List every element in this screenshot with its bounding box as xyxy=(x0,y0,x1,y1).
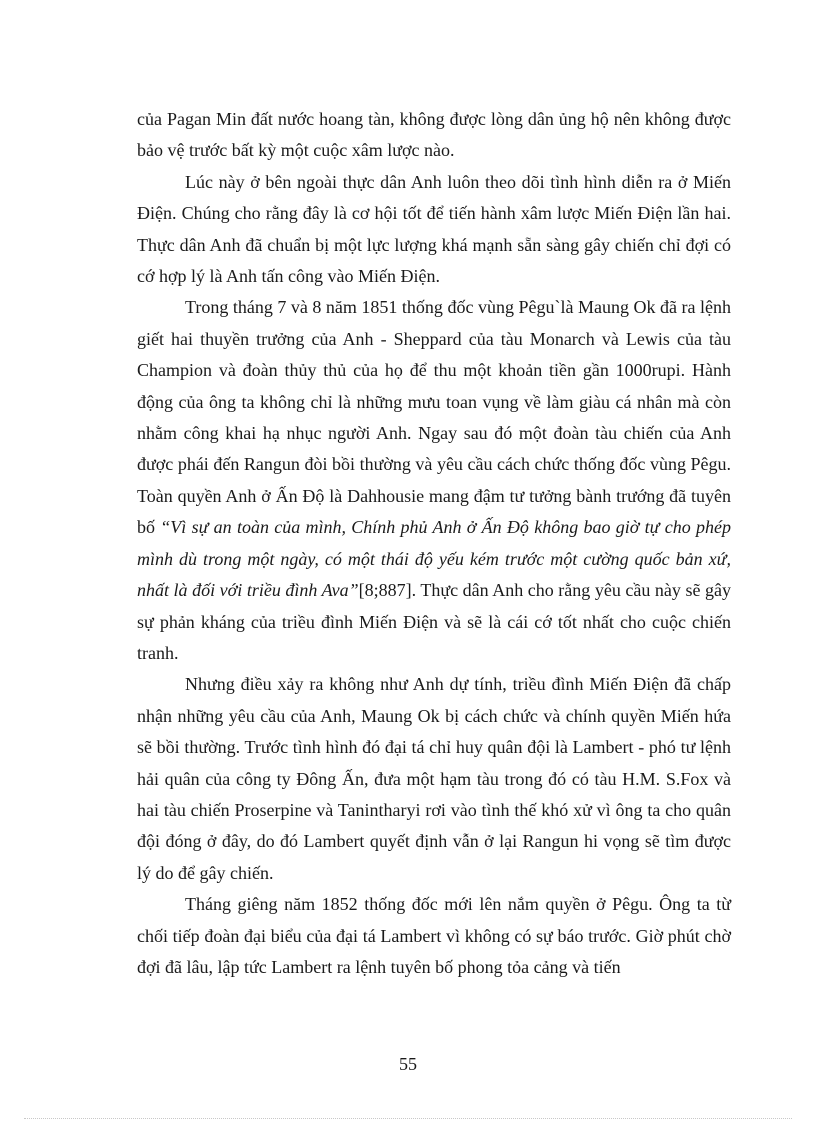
paragraph-4: Nhưng điều xảy ra không như Anh dự tính, triều đình Miến Điện đã chấp nhận những yêu cầu của Anh, Maung Ok bị cách chức và chính quyền Miến hứa sẽ bồi thường. Trước tình hình đó đại tá chỉ huy quân đội là Lambert - phó tư lệnh hải quân của công ty Đông Ấn, đưa một hạm tàu trong đó có tàu H.M. S.Fox và hai tàu chiến Proserpine và Tanintharyi rơi vào tình thế khó xử vì ông ta cho quân đội đóng ở đây, do đó Lambert quyết định vẫn ở lại Rangun hi vọng sẽ tìm được lý do để gây chiến. xyxy=(137,674,731,883)
footer-divider xyxy=(24,1118,792,1119)
paragraph-3-text-before: Trong tháng 7 và 8 năm 1851 thống đốc vùng Pêgu`là Maung Ok đã ra lệnh giết hai thuyền trưởng của Anh - Sheppard của tàu Monarch và Lewis của tàu Champion và đoàn thủy thủ của họ để thu một khoản tiền gần 1000rupi. Hành động của ông ta không chỉ là những mưu toan vụng về làm giàu cá nhân mà còn nhằm công khai hạ nhục người Anh. Ngay sau đó một đoàn tàu chiến của Anh được phái đến Rangun đòi bồi thường và yêu cầu cách chức thống đốc vùng Pêgu. Toàn quyền Anh ở Ấn Độ là Dahhousie mang đậm tư tưởng bành trướng đã tuyên bố xyxy=(137,297,731,538)
paragraph-1: của Pagan Min đất nước hoang tàn, không được lòng dân ủng hộ nên không được bảo vệ trước bất kỳ một cuộc xâm lược nào. xyxy=(137,109,731,161)
paragraph-3 xyxy=(137,292,731,669)
page-number: 55 xyxy=(399,1054,417,1074)
paragraph-3-text-after: [8;887]. Thực dân Anh cho rằng yêu cầu này sẽ gây sự phản kháng của triều đình Miến Điện và sẽ là cái cớ tốt nhất cho cuộc chiến tranh. xyxy=(137,580,732,663)
body-text xyxy=(137,104,731,983)
paragraph-5: Tháng giêng năm 1852 thống đốc mới lên nắm quyền ở Pêgu. Ông ta từ chối tiếp đoàn đại biểu của đại tá Lambert vì không có sự báo trước. Giờ phút chờ đợi đã lâu, lập tức Lambert ra lệnh tuyên bố phong tỏa cảng và tiến xyxy=(137,894,731,977)
paragraph-2: Lúc này ở bên ngoài thực dân Anh luôn theo dõi tình hình diễn ra ở Miến Điện. Chúng cho rằng đây là cơ hội tốt để tiến hành xâm lược Miến Điện lần hai. Thực dân Anh đã chuẩn bị một lực lượng khá mạnh sẵn sàng gây chiến chỉ đợi có cớ hợp lý là Anh tấn công vào Miến Điện. xyxy=(137,171,731,287)
dalhousie-quote: “Vì sự an toàn của mình, Chính phủ Anh ở Ấn Độ không bao giờ tự cho phép mình dù trong một ngày, có một thái độ yếu kém trước một cường quốc bản xứ, nhất là đối với triều đình Ava” xyxy=(137,517,731,601)
